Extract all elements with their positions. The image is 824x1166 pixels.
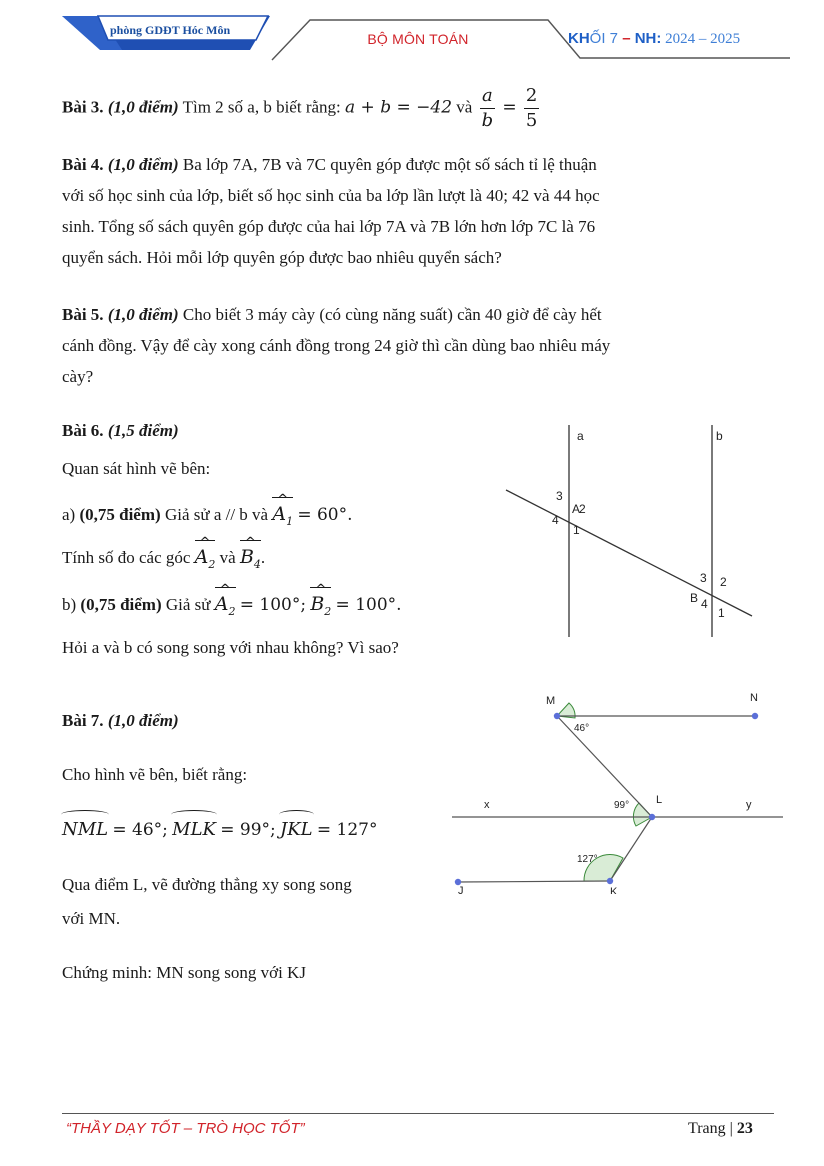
- point-K: [607, 878, 613, 884]
- problem-4-line-1: [62, 150, 774, 179]
- calc-and: và: [219, 548, 236, 567]
- label-point-B: B: [690, 591, 699, 605]
- problem-4: [62, 150, 774, 272]
- problem-3-equation: a + b = −42: [345, 97, 453, 118]
- label-B3: 3: [700, 571, 707, 585]
- angle-sub: 4: [253, 557, 261, 571]
- part-b-value-2: = 100°.: [335, 595, 402, 615]
- page-label: Trang |: [688, 1120, 733, 1137]
- segment-JK: [458, 881, 610, 882]
- figure-angles: [440, 684, 785, 894]
- year-prefix: NH:: [634, 30, 662, 47]
- angle-MLK: MLK: [172, 815, 216, 844]
- label-point-A: A: [572, 502, 581, 516]
- school-year: 2024 – 2025: [661, 31, 741, 47]
- angle-B4: [240, 543, 261, 579]
- footer-motto: “THẦY DẠY TỐT – TRÒ HỌC TỐT”: [66, 1120, 305, 1137]
- part-a-value: = 60°.: [297, 505, 353, 525]
- problem-5-line-1: [62, 300, 774, 329]
- equals-sign: =: [502, 97, 517, 118]
- grade-rest: ỐI 7: [589, 30, 619, 47]
- angle-sub: 2: [324, 604, 332, 618]
- angle-MLK-value: = 99°;: [220, 820, 276, 840]
- grade-dash: –: [618, 30, 635, 47]
- label-N: N: [750, 692, 758, 704]
- problem-3-text: Tìm 2 số a, b biết rằng:: [182, 97, 341, 117]
- problem-6-question: Hỏi a và b có song song với nhau không? Vì sao?: [62, 638, 399, 657]
- part-b-prefix: b): [62, 595, 77, 614]
- subject-title: BỘ MÔN TOÁN: [367, 31, 469, 47]
- fraction-a-b: [480, 84, 496, 133]
- label-line-a: a: [577, 429, 584, 443]
- label-x: x: [484, 799, 490, 811]
- school-name: phòng GDĐT Hóc Môn: [110, 23, 231, 37]
- label-angle-M: 46°: [574, 723, 590, 734]
- frac-denominator: b: [481, 110, 494, 131]
- footer-page: [688, 1120, 753, 1138]
- angle-sub: 1: [286, 514, 294, 528]
- label-M: M: [546, 695, 556, 707]
- problem-5-points: (1,0 điểm): [107, 305, 179, 324]
- angle-letter: A: [214, 593, 229, 615]
- label-B1: 1: [718, 606, 725, 620]
- grade-prefix: KH: [568, 30, 590, 47]
- angle-A2: [195, 543, 216, 579]
- calc-end: .: [260, 548, 266, 567]
- problem-7-heading: [62, 706, 179, 735]
- problem-3-label: Bài 3.: [62, 97, 104, 117]
- footer-divider: [62, 1113, 774, 1114]
- problem-6-points: (1,5 điểm): [107, 421, 179, 440]
- part-b-value-1: = 100°;: [239, 595, 307, 615]
- problem-7-points: (1,0 điểm): [107, 711, 179, 730]
- problem-6-intro: Quan sát hình vẽ bên:: [62, 459, 211, 478]
- label-y: y: [746, 799, 752, 811]
- point-L: [649, 814, 655, 820]
- problem-3-and: và: [456, 97, 473, 117]
- problem-4-line-4: quyển sách. Hỏi mỗi lớp quyên góp được bao nhiêu quyển sách?: [62, 248, 502, 267]
- problem-6-calc: [62, 543, 265, 579]
- frac-numerator: a: [480, 84, 496, 109]
- angle-sub: 2: [208, 557, 216, 571]
- problem-5: [62, 300, 774, 391]
- angle-JKL-value: = 127°: [316, 820, 378, 840]
- problem-3-points: (1,0 điểm): [107, 97, 179, 117]
- page-header: [0, 0, 824, 70]
- problem-5-line-3: cày?: [62, 367, 94, 386]
- angle-A2-b: [215, 590, 236, 626]
- label-A3: 3: [556, 489, 563, 503]
- problem-5-text: Cho biết 3 máy cày (có cùng năng suất) cần 40 giờ để cày hết: [182, 305, 602, 324]
- part-a-text: Giả sử a // b và: [164, 505, 269, 524]
- angle-NML-value: = 46°;: [112, 820, 168, 840]
- page-number: 23: [736, 1120, 753, 1137]
- point-N: [752, 713, 758, 719]
- problem-5-label: Bài 5.: [62, 305, 104, 324]
- problem-7-prove: Chứng minh: MN song song với KJ: [62, 963, 306, 982]
- label-angle-K: 127°: [577, 854, 598, 865]
- problem-7-line-1: Qua điểm L, vẽ đường thẳng xy song song: [62, 875, 352, 894]
- angle-A1: [272, 500, 293, 536]
- grade-year: [568, 30, 740, 48]
- problem-6-heading: [62, 416, 179, 445]
- label-J: J: [458, 885, 464, 894]
- problem-4-label: Bài 4.: [62, 155, 104, 174]
- problem-7-intro: Cho hình vẽ bên, biết rằng:: [62, 765, 248, 784]
- problem-5-line-2: cánh đồng. Vậy để cày xong cánh đồng trong 24 giờ thì cần dùng bao nhiêu máy: [62, 336, 611, 355]
- problem-7-line-2: với MN.: [62, 909, 121, 928]
- label-A4: 4: [552, 513, 559, 527]
- segment-LK: [610, 817, 652, 881]
- point-M: [554, 713, 560, 719]
- label-A1: 1: [573, 523, 580, 537]
- label-B2: 2: [720, 575, 727, 589]
- label-A2: 2: [579, 502, 586, 516]
- frac-denominator: 5: [525, 110, 538, 131]
- transversal: [506, 490, 752, 616]
- problem-4-line-3: sinh. Tổng số sách quyên góp được của hai lớp 7A và 7B lớn hơn lớp 7C là 76: [62, 217, 596, 236]
- fraction-2-5: [524, 84, 539, 133]
- problem-4-points: (1,0 điểm): [107, 155, 179, 174]
- problem-7-angles: [62, 815, 378, 845]
- label-line-b: b: [716, 429, 723, 443]
- angle-letter: A: [194, 546, 209, 568]
- problem-7-label: Bài 7.: [62, 711, 104, 730]
- angle-letter: B: [239, 546, 254, 568]
- part-b-text: Giả sử: [165, 595, 211, 614]
- angle-B2: [310, 590, 331, 626]
- angle-sub: 2: [228, 604, 236, 618]
- angle-JKL: JKL: [280, 815, 313, 844]
- angle-letter: A: [272, 503, 287, 525]
- calc-text: Tính số đo các góc: [62, 548, 191, 567]
- problem-4-line-2: với số học sinh của lớp, biết số học sinh của ba lớp lần lượt là 40; 42 và 44 học: [62, 186, 600, 205]
- part-b-points: (0,75 điểm): [80, 595, 162, 614]
- problem-6-part-b: [62, 590, 402, 626]
- label-B4: 4: [701, 597, 708, 611]
- label-K: K: [610, 886, 618, 894]
- segment-ML: [557, 716, 652, 817]
- frac-numerator: 2: [524, 84, 539, 109]
- angle-letter: B: [310, 593, 325, 615]
- problem-4-text: Ba lớp 7A, 7B và 7C quyên góp được một số sách tỉ lệ thuận: [182, 155, 597, 174]
- problem-3: [62, 84, 542, 133]
- figure-parallel-lines: [500, 420, 770, 645]
- part-a-points: (0,75 điểm): [79, 505, 161, 524]
- label-L: L: [656, 794, 663, 806]
- label-angle-L: 99°: [614, 800, 630, 811]
- problem-6-label: Bài 6.: [62, 421, 104, 440]
- angle-NML: NML: [62, 815, 108, 844]
- part-a-prefix: a): [62, 505, 76, 524]
